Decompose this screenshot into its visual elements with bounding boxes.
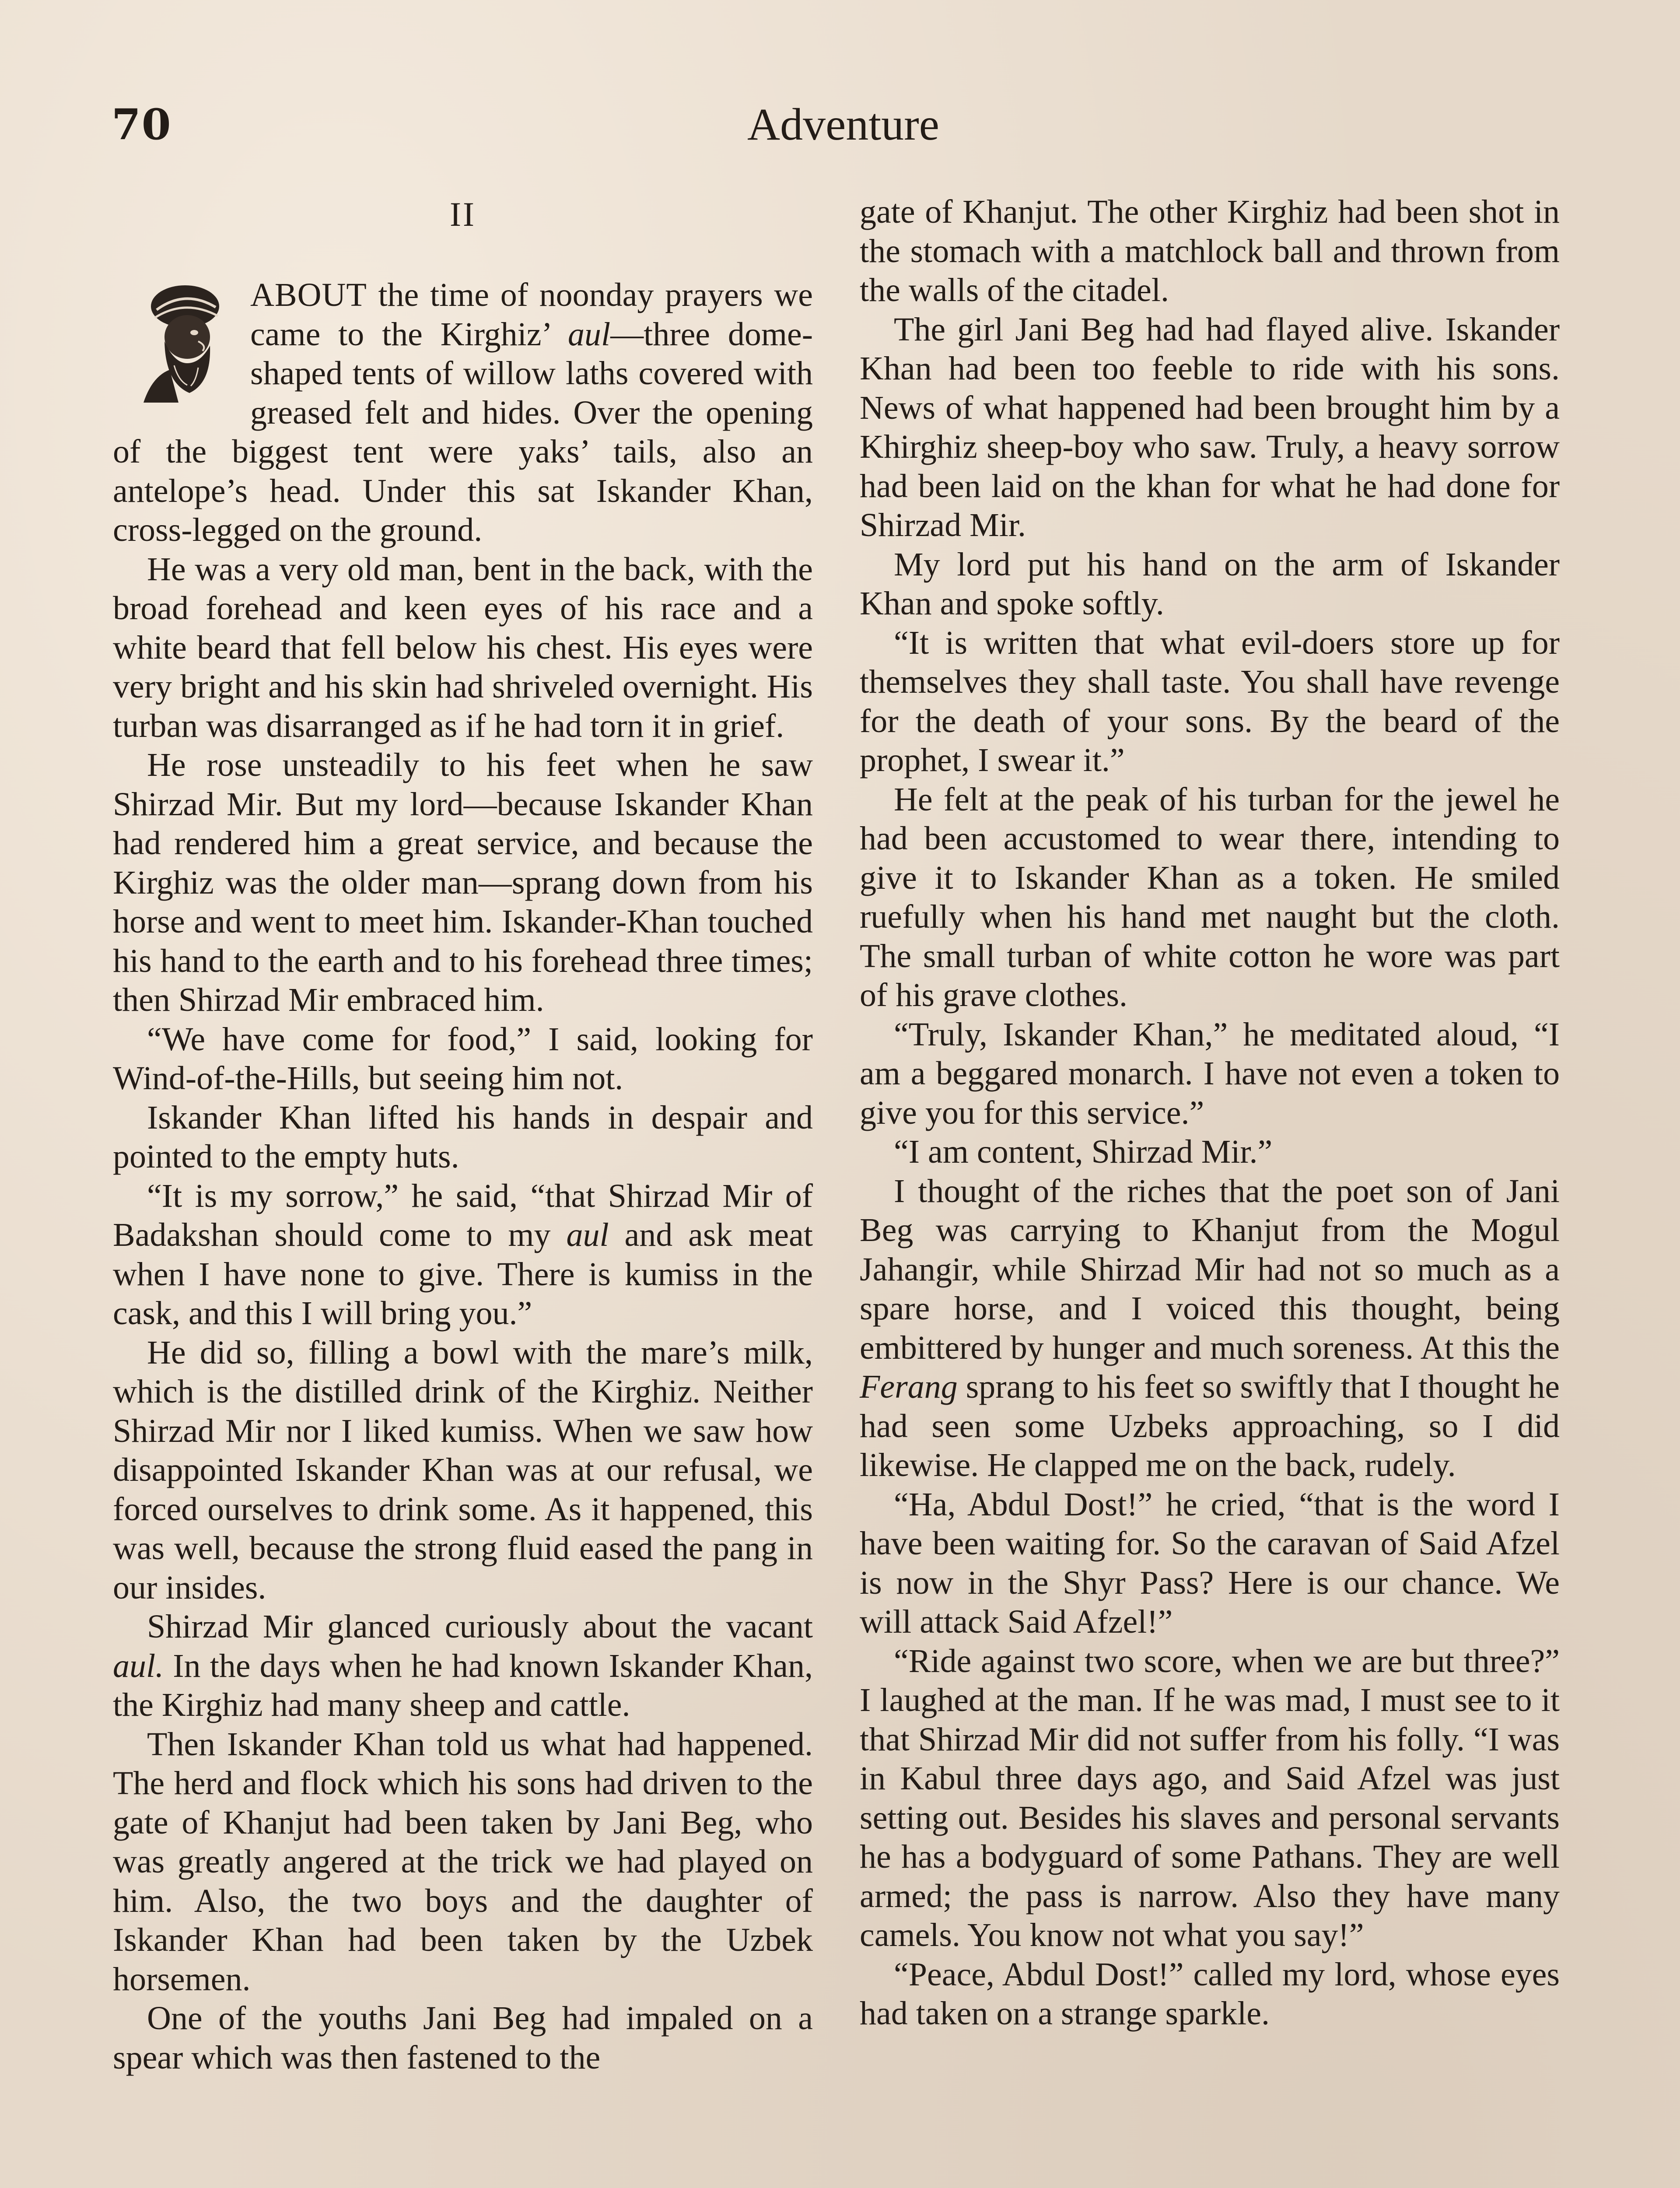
paragraph: [113, 1607, 813, 1725]
paragraph: [113, 1177, 813, 1333]
lead-text-1: the time of noonday prayers we came to the Kirghiz’: [250, 277, 813, 353]
paragraph-italic: Ferang: [860, 1368, 958, 1405]
paragraph: “Peace, Abdul Dost!” called my lord, whose eyes had taken on a strange sparkle.: [860, 1956, 1560, 2032]
paragraph: “We have come for food,” I said, looking for Wind-of-the-Hills, but seeing him not.: [113, 1020, 813, 1097]
paragraph-italic: aul.: [113, 1647, 164, 1684]
lead-text-2: —three dome-shaped tents of willow laths covered with greased felt and hides. Over the opening of the biggest tent were yaks’ tails, also an antelope’s head. Under this sat Iskander Khan, cross-legged on the ground.: [113, 316, 813, 548]
paragraph-text: “It is my sorrow,” he said, “that Shirzad Mir of Badakshan should come to my: [113, 1177, 813, 1253]
paragraph: The girl Jani Beg had had flayed alive. Iskander Khan had been too feeble to ride with his sons. News of what happened had been brought him by a Khirghiz sheep-boy who saw. Truly, a heavy sorrow had been laid on the khan for what he had done for Shirzad Mir.: [860, 311, 1560, 543]
turbaned-man-portrait-icon: [113, 276, 244, 407]
paragraph: “Ha, Abdul Dost!” he cried, “that is the word I have been waiting for. So the caravan of Said Afzel is now in the Shyr Pass? Here is our chance. We will attack Said Afzel!”: [860, 1486, 1560, 1640]
paragraph: “I am content, Shirzad Mir.”: [894, 1133, 1273, 1170]
paragraph-text: I thought of the riches that the poet son of Jani Beg was carrying to Khanjut from the Mogul Jahangir, while Shirzad Mir had not so much as a spare horse, and I voiced this thought, being embittered by hunger and much soreness. At this the: [860, 1172, 1560, 1366]
paragraph-text: sprang to his feet so swiftly that I thought he had seen some Uzbeks approaching, so I did likewise. He clapped me on the back, rudely.: [860, 1368, 1560, 1483]
lead-italic-1: aul: [568, 316, 611, 353]
paragraph: One of the youths Jani Beg had impaled on a spear which was then fastened to the: [113, 2000, 813, 2076]
paragraph-text: Shirzad Mir glanced curiously about the vacant: [147, 1608, 813, 1645]
opening-paragraph: [113, 276, 813, 550]
paragraph-continued: gate of Khanjut. The other Kirghiz had been shot in the stomach with a matchlock ball and thrown from the walls of the citadel.: [860, 193, 1560, 309]
lead-word: ABOUT: [250, 277, 367, 313]
left-column: [113, 193, 813, 2077]
paragraph: Iskander Khan lifted his hands in despair and pointed to the empty huts.: [113, 1099, 813, 1175]
paragraph: He rose unsteadily to his feet when he saw Shirzad Mir. But my lord—because Iskander Khan had rendered him a great service, and because the Kirghiz was the older man—sprang down from his horse and went to meet him. Iskander-Khan touched his hand to the earth and to his forehead three times; then Shirzad Mir embraced him.: [113, 747, 813, 1018]
paragraph: He did so, filling a bowl with the mare’s milk, which is the distilled drink of the Kirghiz. Neither Shirzad Mir nor I liked kumiss. When we saw how disappointed Iskander Khan was at our refusal, we forced ourselves to drink some. As it happened, this was well, because the strong fluid eased the pang in our insides.: [113, 1334, 813, 1606]
paragraph: He felt at the peak of his turban for the jewel he had been accustomed to wear there, intending to give it to Iskander Khan as a token. He smiled ruefully when his hand met naught but the cloth. The small turban of white cotton he wore was part of his grave clothes.: [860, 781, 1560, 1013]
paragraph-italic: aul: [566, 1217, 609, 1253]
paragraph-text: and ask meat when I have none to give. There is kumiss in the cask, and this I will bring you.”: [113, 1217, 813, 1332]
paragraph: Then Iskander Khan told us what had happened. The herd and flock which his sons had driven to the gate of Khanjut had been taken by Jani Beg, who was greatly angered at the trick we had played on him. Also, the two boys and the daughter of Iskander Khan had been taken by the Uzbek horsemen.: [113, 1725, 813, 1998]
paragraph: “Ride against two score, when we are but three?” I laughed at the man. If he was mad, I must see to it that Shirzad Mir did not suffer from his folly. “I was in Kabul three days ago, and Said Afzel was just setting out. Besides his slaves and personal servants he has a bodyguard of some Pathans. They are well armed; the pass is narrow. Also they have many camels. You know not what you say!”: [860, 1642, 1560, 1953]
right-column: [860, 193, 1560, 2034]
paragraph: My lord put his hand on the arm of Iskander Khan and spoke softly.: [860, 546, 1560, 622]
paragraph-text: In the days when he had known Iskander Khan, the Kirghiz had many sheep and cattle.: [113, 1647, 813, 1723]
paragraph: “It is written that what evil-doers store up for themselves they shall taste. You shall have revenge for the death of your sons. By the beard of the prophet, I swear it.”: [860, 624, 1560, 778]
running-title: Adventure: [747, 99, 939, 150]
page-number: 70: [112, 100, 172, 149]
paragraph: [860, 1172, 1560, 1485]
section-numeral: II: [450, 195, 476, 233]
paragraph: He was a very old man, bent in the back, with the broad forehead and keen eyes of his race and a white beard that fell below his chest. His eyes were very bright and his skin had shriveled overnight. His turban was disarranged as if he had torn it in grief.: [113, 551, 813, 744]
paragraph: “Truly, Iskander Khan,” he meditated aloud, “I am a beggared monarch. I have not even a token to give you for this service.”: [860, 1016, 1560, 1131]
page-header: [112, 94, 1575, 155]
